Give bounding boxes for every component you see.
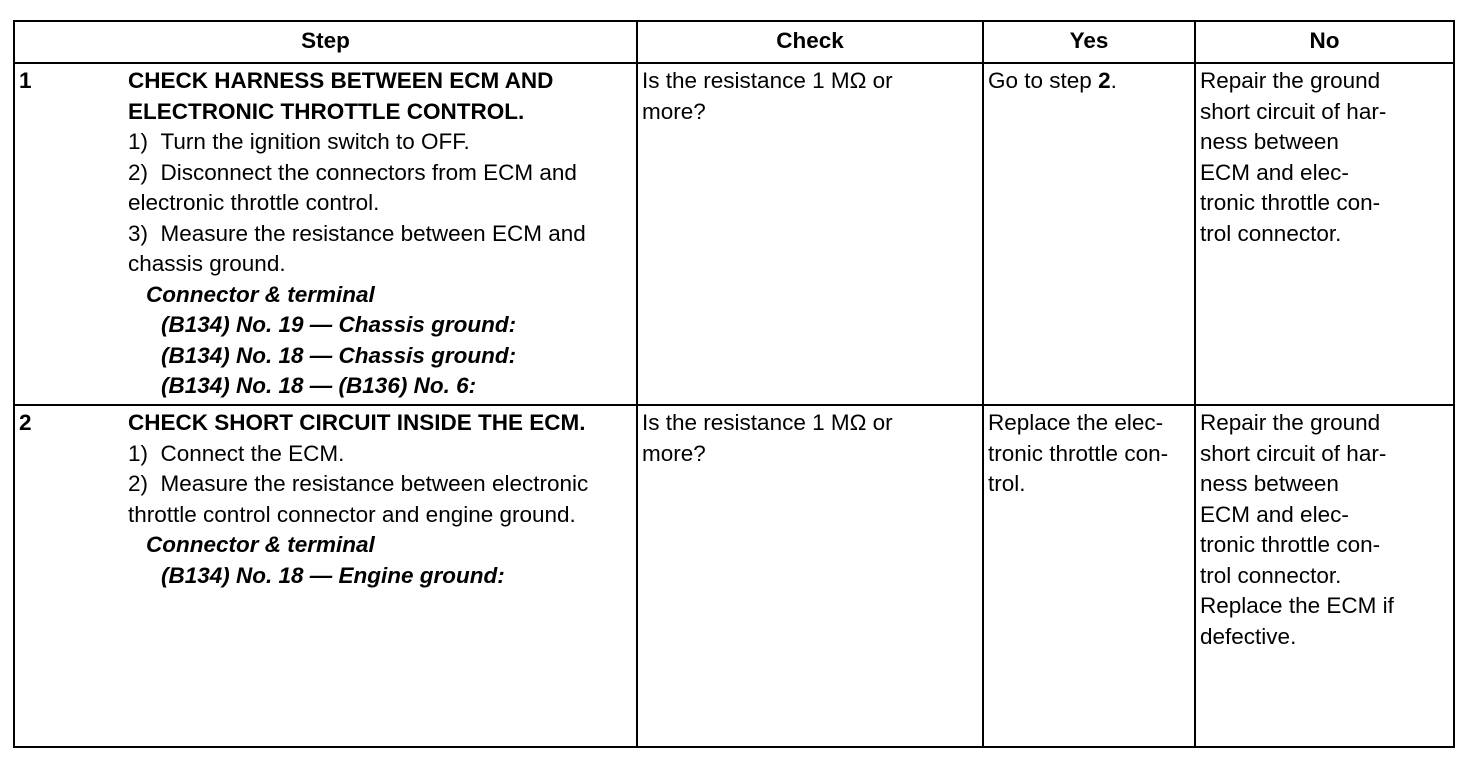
check-line: more? — [642, 440, 706, 466]
header-no: No — [1195, 21, 1454, 63]
step-title: CHECK SHORT CIRCUIT INSIDE THE ECM. — [128, 410, 586, 435]
check-line: more? — [642, 98, 706, 124]
yes-line: trol. — [988, 471, 1026, 496]
no-line: tronic throttle con- — [1200, 190, 1381, 215]
no-line: trol connector. — [1200, 220, 1342, 246]
instruction-line: electronic throttle control. — [128, 190, 380, 215]
diagnostic-table — [13, 20, 1455, 748]
step-description — [124, 405, 637, 747]
no-line: ness between — [1200, 471, 1339, 496]
header-row — [14, 21, 1454, 63]
instruction-line: 1) Connect the ECM. — [128, 440, 345, 466]
no-line: Replace the ECM if — [1200, 593, 1394, 618]
yes-line: Replace the elec- — [988, 410, 1164, 435]
step-title: ELECTRONIC THROTTLE CONTROL. — [128, 98, 525, 124]
header-check: Check — [637, 21, 983, 63]
header-yes: Yes — [983, 21, 1195, 63]
instruction-line: 2) Measure the resistance between electronic — [128, 471, 589, 496]
no-cell — [1195, 405, 1454, 747]
table-row — [14, 405, 1454, 747]
instruction-line: 1) Turn the ignition switch to OFF. — [128, 129, 470, 154]
yes-cell — [983, 405, 1195, 747]
connector-heading: Connector & terminal — [146, 532, 375, 557]
no-line: ECM and elec- — [1200, 501, 1349, 527]
table-row — [14, 63, 1454, 405]
yes-cell — [983, 63, 1195, 405]
connector-line: (B134) No. 18 — Engine ground: — [161, 562, 505, 588]
step-number: 1 — [14, 63, 124, 405]
instruction-line: chassis ground. — [128, 251, 286, 276]
no-line: ness between — [1200, 129, 1339, 154]
instruction-line: 2) Disconnect the connectors from ECM and — [128, 159, 577, 185]
step-description — [124, 63, 637, 405]
no-line: short circuit of har- — [1200, 98, 1387, 124]
instruction-line: 3) Measure the resistance between ECM and — [128, 220, 586, 246]
no-cell — [1195, 63, 1454, 405]
yes-text: Go to step — [988, 68, 1099, 93]
instruction-line: throttle control connector and engine ground. — [128, 501, 576, 527]
connector-line: (B134) No. 18 — Chassis ground: — [161, 342, 517, 368]
check-cell — [637, 63, 983, 405]
no-line: Repair the ground — [1200, 410, 1381, 435]
no-line: trol connector. — [1200, 562, 1342, 588]
no-line: tronic throttle con- — [1200, 532, 1381, 557]
step-title: CHECK HARNESS BETWEEN ECM AND — [128, 68, 554, 93]
no-line: defective. — [1200, 623, 1297, 649]
yes-step-number: 2 — [1098, 68, 1111, 93]
step-number: 2 — [14, 405, 124, 747]
check-cell — [637, 405, 983, 747]
no-line: ECM and elec- — [1200, 159, 1349, 185]
connector-line: (B134) No. 19 — Chassis ground: — [161, 312, 517, 337]
no-line: Repair the ground — [1200, 68, 1381, 93]
yes-line: tronic throttle con- — [988, 440, 1169, 466]
connector-heading: Connector & terminal — [146, 281, 375, 307]
header-step: Step — [14, 21, 637, 63]
no-line: short circuit of har- — [1200, 440, 1387, 466]
connector-line: (B134) No. 18 — (B136) No. 6: — [161, 373, 477, 398]
check-line: Is the resistance 1 MΩ or — [642, 410, 893, 435]
yes-text-suffix: . — [1110, 68, 1117, 93]
check-line: Is the resistance 1 MΩ or — [642, 68, 893, 93]
